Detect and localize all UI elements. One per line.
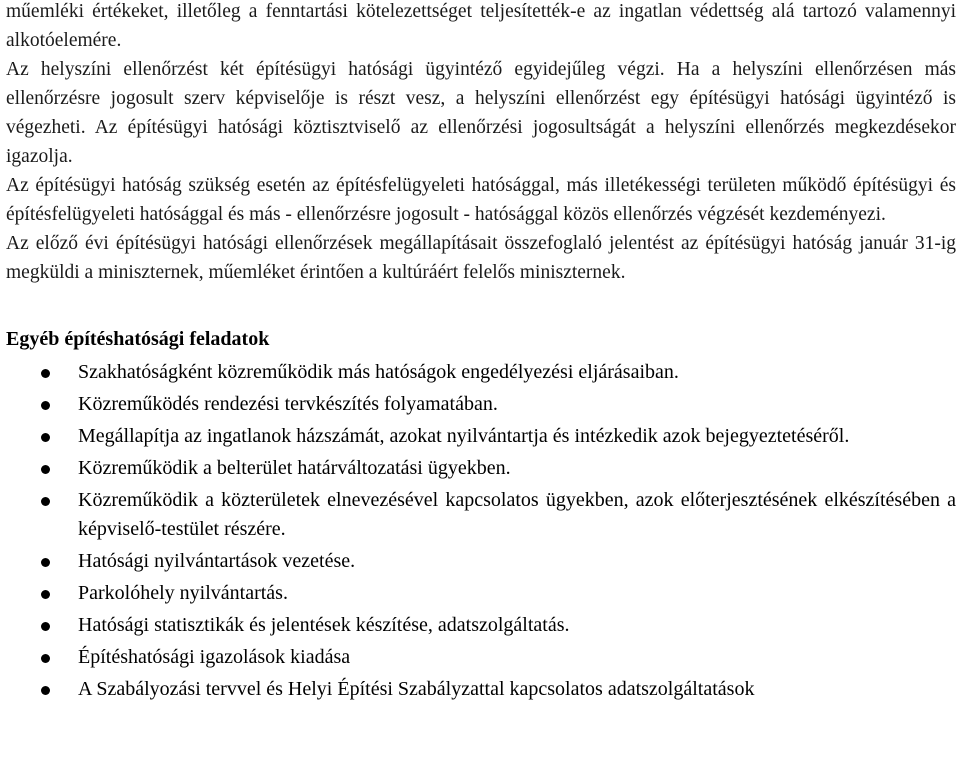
list-item — [6, 547, 956, 576]
task-list — [6, 358, 956, 704]
list-item-text: Parkolóhely nyilvántartás. — [78, 582, 288, 604]
list-item-text: Szakhatóságként közreműködik más hatóságok engedélyezési eljárásaiban. — [78, 361, 679, 383]
list-item-text: Megállapítja az ingatlanok házszámát, azokat nyilvántartja és intézkedik azok bejegyeztetéséről. — [78, 425, 850, 447]
list-item — [6, 422, 956, 451]
list-item-text: Hatósági nyilvántartások vezetése. — [78, 550, 356, 572]
paragraph: Az előző évi építésügyi hatósági ellenőrzések megállapításait összefoglaló jelentést az építésügyi hatóság január 31-ig megküldi a miniszternek, műemléket érintően a kultúráért felelős miniszternek. — [6, 233, 956, 283]
paragraph: Az helyszíni ellenőrzést két építésügyi hatósági ügyintéző egyidejűleg végzi. Ha a helyszíni ellenőrzésen más ellenőrzésre jogosult szerv képviselője is részt vesz, a helyszíni ellenőrzést egy építésügyi hatósági ügyintéző is végezheti. Az építésügyi hatósági köztisztviselő az ellenőrzési jogosultságát a helyszíni ellenőrzés megkezdésekor igazolja. — [6, 59, 956, 167]
section-heading: Egyéb építéshatósági feladatok — [6, 328, 270, 350]
list-item — [6, 454, 956, 483]
list-item — [6, 611, 956, 640]
bullet-icon — [41, 369, 50, 378]
list-item — [6, 643, 956, 672]
list-item-text: Közreműködik a belterület határváltozatási ügyekben. — [78, 457, 511, 479]
bullet-icon — [41, 558, 50, 567]
paragraph: Az építésügyi hatóság szükség esetén az építésfelügyeleti hatósággal, más illetékességi területen működő építésügyi és építésfelügyeleti hatósággal és más - ellenőrzésre jogosult - hatósággal közös ellenőrzés végzését kezdeményezi. — [6, 175, 956, 225]
bullet-icon — [41, 654, 50, 663]
document-page — [6, 0, 956, 707]
list-item — [6, 358, 956, 387]
bullet-icon — [41, 622, 50, 631]
list-item — [6, 486, 956, 544]
list-item — [6, 675, 956, 704]
bullet-icon — [41, 686, 50, 695]
bullet-icon — [41, 401, 50, 410]
list-item-text: Közreműködik a közterületek elnevezésével kapcsolatos ügyekben, azok előterjesztésének elkészítésében a képviselő-testület részére. — [78, 489, 956, 540]
list-item — [6, 579, 956, 608]
list-item — [6, 390, 956, 419]
bullet-icon — [41, 590, 50, 599]
bullet-icon — [41, 465, 50, 474]
list-item-text: A Szabályozási tervvel és Helyi Építési Szabályzattal kapcsolatos adatszolgáltatások — [78, 678, 755, 700]
list-item-text: Hatósági statisztikák és jelentések készítése, adatszolgáltatás. — [78, 614, 570, 636]
bullet-icon — [41, 433, 50, 442]
bullet-icon — [41, 497, 50, 506]
list-item-text: Építéshatósági igazolások kiadása — [78, 646, 351, 668]
list-item-text: Közreműködés rendezési tervkészítés folyamatában. — [78, 393, 498, 415]
paragraph: műemléki értékeket, illetőleg a fenntartási kötelezettséget teljesítették-e az ingatlan védettség alá tartozó valamennyi alkotóelemére. — [6, 1, 956, 51]
